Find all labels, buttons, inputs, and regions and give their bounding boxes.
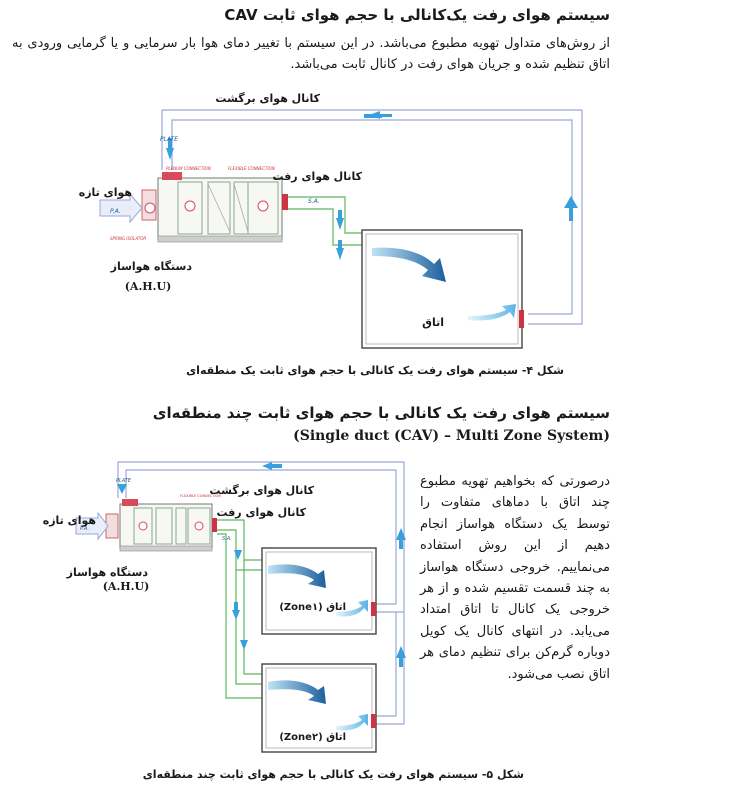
supply-duct-label-fig5: کانال هوای رفت bbox=[216, 506, 306, 519]
svg-text:SPRING ISOLATOR: SPRING ISOLATOR bbox=[110, 236, 147, 241]
svg-text:FLEXIBLE CONNECTION: FLEXIBLE CONNECTION bbox=[180, 494, 221, 498]
pa-label-fig4: P.A. bbox=[110, 208, 121, 215]
ahu-label-fig5: دستگاه هواساز bbox=[66, 566, 148, 579]
section2-paragraph: درصورتی که بخواهیم تهویه مطبوع چند اتاق با دماهای متفاوت را توسط یک دستگاه هواساز انجام دهیم از این روش استفاده می‌نماییم. خروجی دستگاه هواساز به چند قسمت تقسیم شده و از هر خروجی یک کانال تا اتاق امتداد می‌یابد. در انتهای کانال یک کویل دوباره گرم‌کن برای تنظیم دمای هر اتاق نصب می‌شود. bbox=[420, 474, 610, 682]
ahu-abbr-fig5: (A.H.U) bbox=[102, 580, 150, 593]
zone1-room bbox=[262, 548, 376, 634]
return-duct-label-fig4: کانال هوای برگشت bbox=[215, 92, 320, 105]
pa-label-fig5: P.A. bbox=[80, 526, 90, 532]
ahu-abbr-fig4: (A.H.U) bbox=[124, 280, 172, 293]
plate-label-fig4: PLATE bbox=[160, 136, 179, 143]
room-label-fig4: اتاق bbox=[422, 316, 444, 329]
svg-text:FLEXIBLE CONNECTION: FLEXIBLE CONNECTION bbox=[228, 166, 275, 171]
ahu-label-fig4: دستگاه هواساز bbox=[110, 260, 192, 273]
section1-paragraph: از روش‌های متداول تهویه مطبوع می‌باشد. در این سیستم با تغییر دمای هوا بار سرمایی و یا گرمایی ورودی به اتاق تنظیم شده و جریان هوای رفت در کانال ثابت می‌باشد. bbox=[12, 36, 610, 72]
supply-duct-fig5 bbox=[217, 520, 262, 698]
sa-label-fig5: S.A. bbox=[222, 536, 232, 542]
sa-label-fig4: S.A. bbox=[308, 198, 320, 205]
supply-duct-label-fig4: کانال هوای رفت bbox=[272, 170, 362, 183]
zone1-label: اتاق (Zone۱) bbox=[279, 602, 346, 613]
section2-title-en: (Single duct (CAV) – Multi Zone System) bbox=[293, 428, 610, 444]
plate-label-fig5: PLATE bbox=[116, 478, 132, 484]
svg-text:PLENUM CONNECTION: PLENUM CONNECTION bbox=[166, 166, 211, 171]
supply-flow-arrows-fig5 bbox=[232, 550, 248, 650]
return-duct-label-fig5: کانال هوای برگشت bbox=[209, 484, 314, 497]
figure4-caption: شکل ۴- سیستم هوای رفت یک کانالی با حجم هوای ثابت یک منطقه‌ای bbox=[186, 364, 564, 377]
zone2-label: اتاق (Zone۲) bbox=[279, 732, 346, 743]
section1-title: سیستم هوای رفت یک‌کانالی با حجم هوای ثابت CAV bbox=[224, 6, 610, 24]
ahu-unit-fig5 bbox=[106, 494, 221, 551]
fresh-air-label-fig4: هوای تازه bbox=[78, 186, 132, 199]
figure5-caption: شکل ۵- سیستم هوای رفت یک کانالی با حجم هوای ثابت چند منطقه‌ای bbox=[142, 768, 524, 781]
fresh-air-label-fig5: هوای تازه bbox=[42, 514, 96, 527]
section2-title: سیستم هوای رفت یک کانالی با حجم هوای ثابت چند منطقه‌ای bbox=[152, 404, 610, 422]
